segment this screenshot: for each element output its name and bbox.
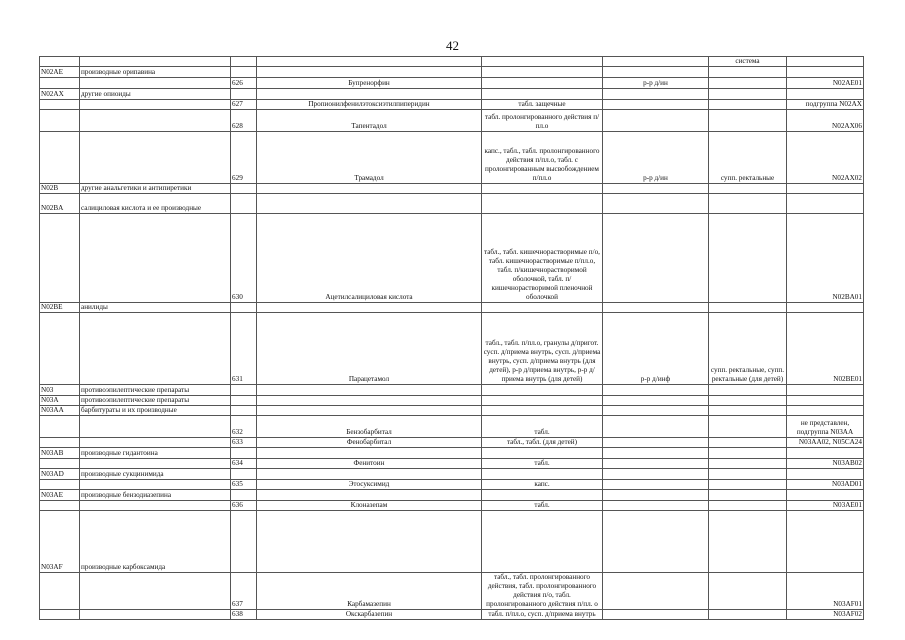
group-name-cell: производные бензодиазепина — [80, 490, 231, 501]
code-cell: N03A — [40, 396, 80, 406]
atc-code-cell — [787, 396, 864, 406]
atc-code-cell: N02AE01 — [787, 78, 864, 89]
row-number-cell: 638 — [231, 610, 257, 620]
row-number-cell: 632 — [231, 416, 257, 438]
atc-code-cell: подгруппа N02AX — [787, 100, 864, 110]
atc-code-cell — [787, 67, 864, 78]
drug-name-cell — [257, 448, 482, 459]
atc-code-cell — [787, 385, 864, 396]
group-name-cell: салициловая кислота и ее производные — [80, 194, 231, 214]
code-cell — [40, 57, 80, 67]
atc-code-cell: N02BE01 — [787, 313, 864, 385]
injection-form-cell — [603, 459, 709, 469]
injection-form-cell — [603, 57, 709, 67]
injection-form-cell — [603, 480, 709, 490]
drug-name-cell: Парацетамол — [257, 313, 482, 385]
code-cell — [40, 501, 80, 511]
atc-code-cell — [787, 448, 864, 459]
group-name-cell — [80, 416, 231, 438]
code-cell — [40, 78, 80, 89]
table-row — [40, 396, 864, 406]
atc-code-cell — [787, 406, 864, 416]
injection-form-cell — [603, 100, 709, 110]
drug-name-cell — [257, 385, 482, 396]
atc-code-cell — [787, 490, 864, 501]
row-number-cell — [231, 57, 257, 67]
injection-form-cell — [603, 511, 709, 573]
external-form-cell — [709, 396, 787, 406]
table-row — [40, 89, 864, 100]
dosage-form-cell — [482, 511, 603, 573]
injection-form-cell — [603, 406, 709, 416]
dosage-form-cell — [482, 184, 603, 194]
group-name-cell: противоэпилептические препараты — [80, 396, 231, 406]
group-name-cell: противоэпилептические препараты — [80, 385, 231, 396]
external-form-cell — [709, 89, 787, 100]
row-number-cell — [231, 448, 257, 459]
dosage-form-cell — [482, 406, 603, 416]
drug-name-cell — [257, 469, 482, 480]
drug-name-cell: Трамадол — [257, 132, 482, 184]
external-form-cell — [709, 406, 787, 416]
injection-form-cell — [603, 501, 709, 511]
code-cell: N03AA — [40, 406, 80, 416]
code-cell — [40, 480, 80, 490]
drug-name-cell: Тапентадол — [257, 110, 482, 132]
table-row — [40, 385, 864, 396]
injection-form-cell — [603, 385, 709, 396]
row-number-cell: 628 — [231, 110, 257, 132]
dosage-form-cell: табл. п/пл.о, сусп. д/приема внутрь — [482, 610, 603, 620]
row-number-cell: 629 — [231, 132, 257, 184]
drug-name-cell: Окскарбазепин — [257, 610, 482, 620]
injection-form-cell — [603, 396, 709, 406]
external-form-cell — [709, 67, 787, 78]
code-cell: N03AE — [40, 490, 80, 501]
external-form-cell — [709, 303, 787, 313]
table-row — [40, 406, 864, 416]
dosage-form-cell: табл. — [482, 416, 603, 438]
row-number-cell — [231, 67, 257, 78]
code-cell — [40, 100, 80, 110]
drug-name-cell: Карбамазепин — [257, 573, 482, 610]
row-number-cell: 631 — [231, 313, 257, 385]
atc-code-cell — [787, 303, 864, 313]
group-name-cell: другие опиоиды — [80, 89, 231, 100]
code-cell — [40, 610, 80, 620]
row-number-cell — [231, 89, 257, 100]
external-form-cell — [709, 78, 787, 89]
dosage-form-cell — [482, 490, 603, 501]
drug-name-cell — [257, 57, 482, 67]
atc-code-cell — [787, 57, 864, 67]
group-name-cell — [80, 438, 231, 448]
injection-form-cell — [603, 469, 709, 480]
group-name-cell: другие анальгетики и антипиретики — [80, 184, 231, 194]
table-row — [40, 610, 864, 620]
drug-name-cell — [257, 303, 482, 313]
table-row — [40, 100, 864, 110]
drug-name-cell — [257, 396, 482, 406]
atc-code-cell: N03AF02 — [787, 610, 864, 620]
injection-form-cell — [603, 184, 709, 194]
dosage-form-cell — [482, 67, 603, 78]
drug-name-cell — [257, 184, 482, 194]
table-row — [40, 313, 864, 385]
drug-table — [39, 56, 864, 620]
external-form-cell — [709, 110, 787, 132]
dosage-form-cell: табл., табл. пролонгированного действия, табл. пролонгированного действия п/о, табл. пролонгированного действия п/пл. о — [482, 573, 603, 610]
dosage-form-cell: табл. — [482, 501, 603, 511]
group-name-cell — [80, 132, 231, 184]
code-cell: N03AF — [40, 511, 80, 573]
atc-code-cell: N02AX06 — [787, 110, 864, 132]
drug-name-cell — [257, 89, 482, 100]
page-number: 42 — [446, 38, 459, 53]
group-name-cell — [80, 501, 231, 511]
dosage-form-cell — [482, 396, 603, 406]
table-row — [40, 511, 864, 573]
row-number-cell — [231, 469, 257, 480]
group-name-cell — [80, 100, 231, 110]
group-name-cell: производные гидантоина — [80, 448, 231, 459]
group-name-cell — [80, 573, 231, 610]
drug-name-cell: Бупренорфин — [257, 78, 482, 89]
table-row — [40, 110, 864, 132]
table-row — [40, 490, 864, 501]
dosage-form-cell: капс., табл., табл. пролонгированного действия п/пл.о, табл. с пролонгированным высвобождением п/пл.о — [482, 132, 603, 184]
dosage-form-cell: табл. — [482, 459, 603, 469]
injection-form-cell: р-р д/ин — [603, 78, 709, 89]
injection-form-cell — [603, 214, 709, 303]
code-cell: N02AX — [40, 89, 80, 100]
row-number-cell — [231, 490, 257, 501]
dosage-form-cell — [482, 194, 603, 214]
group-name-cell — [80, 110, 231, 132]
injection-form-cell — [603, 573, 709, 610]
atc-code-cell: N02AX02 — [787, 132, 864, 184]
injection-form-cell — [603, 490, 709, 501]
code-cell: N03 — [40, 385, 80, 396]
injection-form-cell — [603, 67, 709, 78]
row-number-cell — [231, 184, 257, 194]
drug-name-cell: Этосуксимид — [257, 480, 482, 490]
drug-name-cell — [257, 67, 482, 78]
table-row — [40, 480, 864, 490]
table-row — [40, 67, 864, 78]
atc-code-cell: N03AD01 — [787, 480, 864, 490]
group-name-cell: анилиды — [80, 303, 231, 313]
row-number-cell: 627 — [231, 100, 257, 110]
injection-form-cell — [603, 303, 709, 313]
drug-name-cell: Клоназепам — [257, 501, 482, 511]
external-form-cell — [709, 511, 787, 573]
atc-code-cell: N03AB02 — [787, 459, 864, 469]
row-number-cell: 634 — [231, 459, 257, 469]
code-cell — [40, 313, 80, 385]
table-row — [40, 194, 864, 214]
injection-form-cell — [603, 448, 709, 459]
row-number-cell — [231, 406, 257, 416]
external-form-cell — [709, 573, 787, 610]
dosage-form-cell: табл., табл. (для детей) — [482, 438, 603, 448]
atc-code-cell — [787, 511, 864, 573]
atc-code-cell — [787, 469, 864, 480]
row-number-cell: 637 — [231, 573, 257, 610]
code-cell — [40, 573, 80, 610]
group-name-cell — [80, 57, 231, 67]
dosage-form-cell — [482, 385, 603, 396]
row-number-cell: 626 — [231, 78, 257, 89]
code-cell: N02BE — [40, 303, 80, 313]
injection-form-cell — [603, 438, 709, 448]
group-name-cell: производные сукцинимида — [80, 469, 231, 480]
table-row — [40, 57, 864, 67]
code-cell — [40, 416, 80, 438]
dosage-form-cell — [482, 57, 603, 67]
row-number-cell — [231, 194, 257, 214]
group-name-cell — [80, 78, 231, 89]
drug-name-cell: Пропионилфенилэтоксиэтилпиперидин — [257, 100, 482, 110]
external-form-cell — [709, 184, 787, 194]
external-form-cell — [709, 438, 787, 448]
injection-form-cell — [603, 194, 709, 214]
external-form-cell — [709, 469, 787, 480]
table-row — [40, 438, 864, 448]
drug-name-cell — [257, 511, 482, 573]
group-name-cell — [80, 480, 231, 490]
external-form-cell — [709, 490, 787, 501]
dosage-form-cell — [482, 78, 603, 89]
external-form-cell — [709, 385, 787, 396]
dosage-form-cell: табл., табл. п/пл.о, гранулы д/пригот. сусп. д/приема внутрь, сусп. д/приема внутрь, сусп. д/приема внутрь (для детей), р-р д/приема внутрь, р-р д/приема внутрь (для детей) — [482, 313, 603, 385]
external-form-cell — [709, 194, 787, 214]
row-number-cell — [231, 396, 257, 406]
group-name-cell — [80, 459, 231, 469]
table-row — [40, 303, 864, 313]
injection-form-cell: р-р д/ин — [603, 132, 709, 184]
table-row — [40, 501, 864, 511]
code-cell — [40, 110, 80, 132]
row-number-cell — [231, 385, 257, 396]
table-row — [40, 184, 864, 194]
external-form-cell — [709, 459, 787, 469]
drug-name-cell: Ацетилсалициловая кислота — [257, 214, 482, 303]
external-form-cell: супп. ректальные, супп. ректальные (для детей) — [709, 313, 787, 385]
external-form-cell — [709, 100, 787, 110]
injection-form-cell: р-р д/инф — [603, 313, 709, 385]
injection-form-cell — [603, 110, 709, 132]
code-cell: N03AB — [40, 448, 80, 459]
dosage-form-cell: капс. — [482, 480, 603, 490]
group-name-cell — [80, 610, 231, 620]
code-cell — [40, 438, 80, 448]
row-number-cell — [231, 511, 257, 573]
external-form-cell: система — [709, 57, 787, 67]
row-number-cell: 636 — [231, 501, 257, 511]
code-cell: N02BA — [40, 194, 80, 214]
atc-code-cell: не представлен, подгруппа N03AA — [787, 416, 864, 438]
code-cell — [40, 459, 80, 469]
row-number-cell — [231, 303, 257, 313]
external-form-cell — [709, 416, 787, 438]
external-form-cell — [709, 214, 787, 303]
drug-name-cell: Фенитоин — [257, 459, 482, 469]
code-cell — [40, 132, 80, 184]
table-row — [40, 448, 864, 459]
row-number-cell: 635 — [231, 480, 257, 490]
external-form-cell — [709, 448, 787, 459]
group-name-cell — [80, 214, 231, 303]
atc-code-cell — [787, 89, 864, 100]
atc-code-cell — [787, 194, 864, 214]
atc-code-cell: N03AA02, N05CA24 — [787, 438, 864, 448]
injection-form-cell — [603, 610, 709, 620]
dosage-form-cell: табл. пролонгированного действия п/пл.о — [482, 110, 603, 132]
row-number-cell: 633 — [231, 438, 257, 448]
external-form-cell — [709, 501, 787, 511]
drug-name-cell: Фенобарбитал — [257, 438, 482, 448]
drug-name-cell: Бензобарбитал — [257, 416, 482, 438]
injection-form-cell — [603, 416, 709, 438]
atc-code-cell: N03AE01 — [787, 501, 864, 511]
atc-code-cell: N03AF01 — [787, 573, 864, 610]
external-form-cell: супп. ректальные — [709, 132, 787, 184]
table-row — [40, 132, 864, 184]
dosage-form-cell: табл., табл. кишечнорастворимые п/о, табл. кишечнорастворимые п/пл.о, табл. п/кишечнорастворимой оболочкой, табл. п/кишечнорастворимой пленочной оболочкой — [482, 214, 603, 303]
dosage-form-cell — [482, 303, 603, 313]
table-row — [40, 416, 864, 438]
group-name-cell: барбитураты и их производные — [80, 406, 231, 416]
drug-name-cell — [257, 406, 482, 416]
atc-code-cell: N02BA01 — [787, 214, 864, 303]
drug-table-body — [40, 57, 864, 620]
table-row — [40, 459, 864, 469]
injection-form-cell — [603, 89, 709, 100]
group-name-cell: производные карбоксамида — [80, 511, 231, 573]
dosage-form-cell: табл. защечные — [482, 100, 603, 110]
code-cell: N03AD — [40, 469, 80, 480]
code-cell: N02AE — [40, 67, 80, 78]
table-row — [40, 469, 864, 480]
table-row — [40, 573, 864, 610]
code-cell — [40, 214, 80, 303]
dosage-form-cell — [482, 89, 603, 100]
drug-name-cell — [257, 490, 482, 501]
external-form-cell — [709, 610, 787, 620]
group-name-cell — [80, 313, 231, 385]
atc-code-cell — [787, 184, 864, 194]
row-number-cell: 630 — [231, 214, 257, 303]
dosage-form-cell — [482, 448, 603, 459]
group-name-cell: производные орипавина — [80, 67, 231, 78]
external-form-cell — [709, 480, 787, 490]
drug-name-cell — [257, 194, 482, 214]
table-row — [40, 214, 864, 303]
code-cell: N02B — [40, 184, 80, 194]
table-row — [40, 78, 864, 89]
dosage-form-cell — [482, 469, 603, 480]
